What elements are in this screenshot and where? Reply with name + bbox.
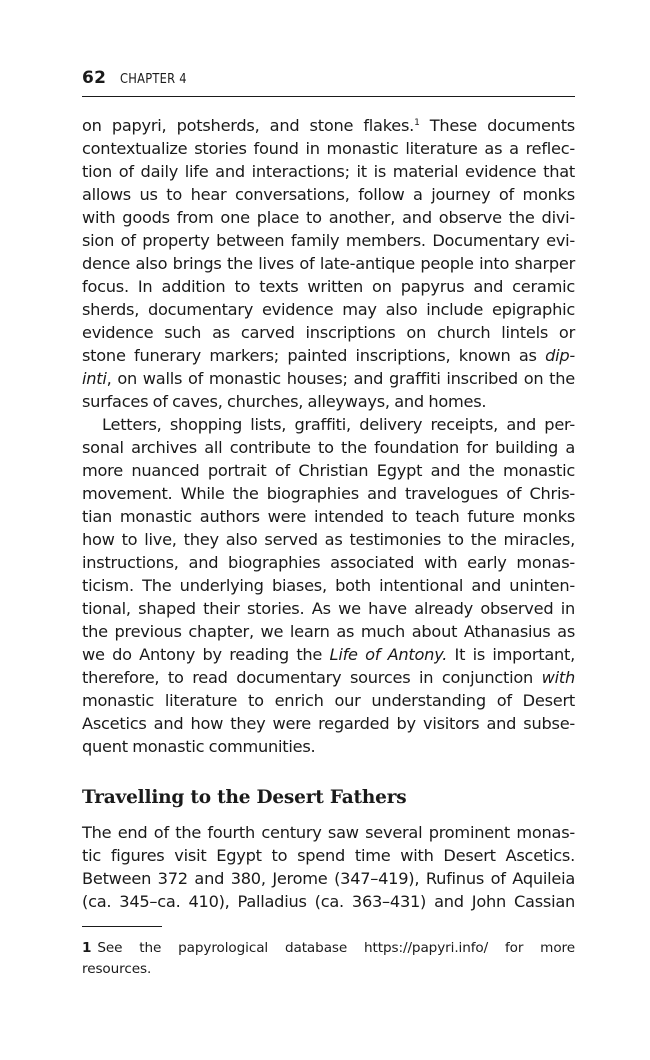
text-line: allows us to hear conversations, follow a journey of monks xyxy=(82,185,575,204)
running-head xyxy=(82,68,575,97)
text-line: contextualize stories found in monastic literature as a reflec- xyxy=(82,139,575,158)
section-paragraph xyxy=(82,821,575,913)
paragraph-2 xyxy=(82,413,575,758)
text-line: sonal archives all contribute to the foundation for building a xyxy=(82,438,575,457)
text-line: Ascetics and how they were regarded by visitors and subse- xyxy=(82,714,575,733)
text-line: Between 372 and 380, Jerome (347–419), Rufinus of Aquileia xyxy=(82,869,575,888)
text-line: monastic literature to enrich our understanding of Desert xyxy=(82,691,575,710)
text-line: tian monastic authors were intended to teach future monks xyxy=(82,507,575,526)
section-heading: Travelling to the Desert Fathers xyxy=(82,787,407,808)
text-line: The end of the fourth century saw several prominent monas- xyxy=(82,823,575,842)
text-line: surfaces of caves, churches, alleyways, and homes. xyxy=(82,392,487,411)
text-line: on papyri, potsherds, and stone flakes.$^1$ These documents xyxy=(82,116,575,135)
footnote xyxy=(82,938,575,980)
text-line: we do Antony by reading the Life of Antony. It is important, xyxy=(82,645,576,664)
footnote-line: 1 See the papyrological database https://papyri.info/ for more xyxy=(82,940,575,956)
text-line: more nuanced portrait of Christian Egypt and the monastic xyxy=(82,461,575,480)
paragraph-1 xyxy=(82,114,575,413)
text-line: ticism. The underlying biases, both intentional and uninten- xyxy=(82,576,575,595)
text-line: movement. While the biographies and travelogues of Chris- xyxy=(82,484,575,503)
text-line: sherds, documentary evidence may also include epigraphic xyxy=(82,300,575,319)
text-line: therefore, to read documentary sources in conjunction with xyxy=(82,668,575,687)
text-line: focus. In addition to texts written on papyrus and ceramic xyxy=(82,277,575,296)
text-line: Letters, shopping lists, graffiti, delivery receipts, and per- xyxy=(102,415,575,434)
text-line: inti, on walls of monastic houses; and graffiti inscribed on the xyxy=(82,369,575,388)
text-line: with goods from one place to another, and observe the divi- xyxy=(82,208,575,227)
footnote-divider xyxy=(82,926,162,927)
text-line: quent monastic communities. xyxy=(82,737,316,756)
text-line: tion of daily life and interactions; it is material evidence that xyxy=(82,162,575,181)
footnote-reference[interactable]: 1 xyxy=(414,118,420,128)
text-line: stone funerary markers; painted inscriptions, known as dip- xyxy=(82,346,575,365)
text-line: evidence such as carved inscriptions on church lintels or xyxy=(82,323,575,342)
footnote-marker: 1 xyxy=(82,940,92,956)
book-page xyxy=(82,0,575,1060)
text-line: tic figures visit Egypt to spend time with Desert Ascetics. xyxy=(82,846,575,865)
text-line: (ca. 345–ca. 410), Palladius (ca. 363–431) and John Cassian xyxy=(82,892,575,911)
footnote-line: resources. xyxy=(82,961,152,977)
page-number: 62 xyxy=(82,68,107,88)
text-line: instructions, and biographies associated with early monas- xyxy=(82,553,575,572)
chapter-label: CHAPTER 4 xyxy=(120,72,188,87)
text-line: tional, shaped their stories. As we have already observed in xyxy=(82,599,575,618)
text-line: dence also brings the lives of late-antique people into sharper xyxy=(82,254,575,273)
text-line: how to live, they also served as testimonies to the miracles, xyxy=(82,530,575,549)
text-line: sion of property between family members. Documentary evi- xyxy=(82,231,575,250)
text-line: the previous chapter, we learn as much about Athanasius as xyxy=(82,622,575,641)
